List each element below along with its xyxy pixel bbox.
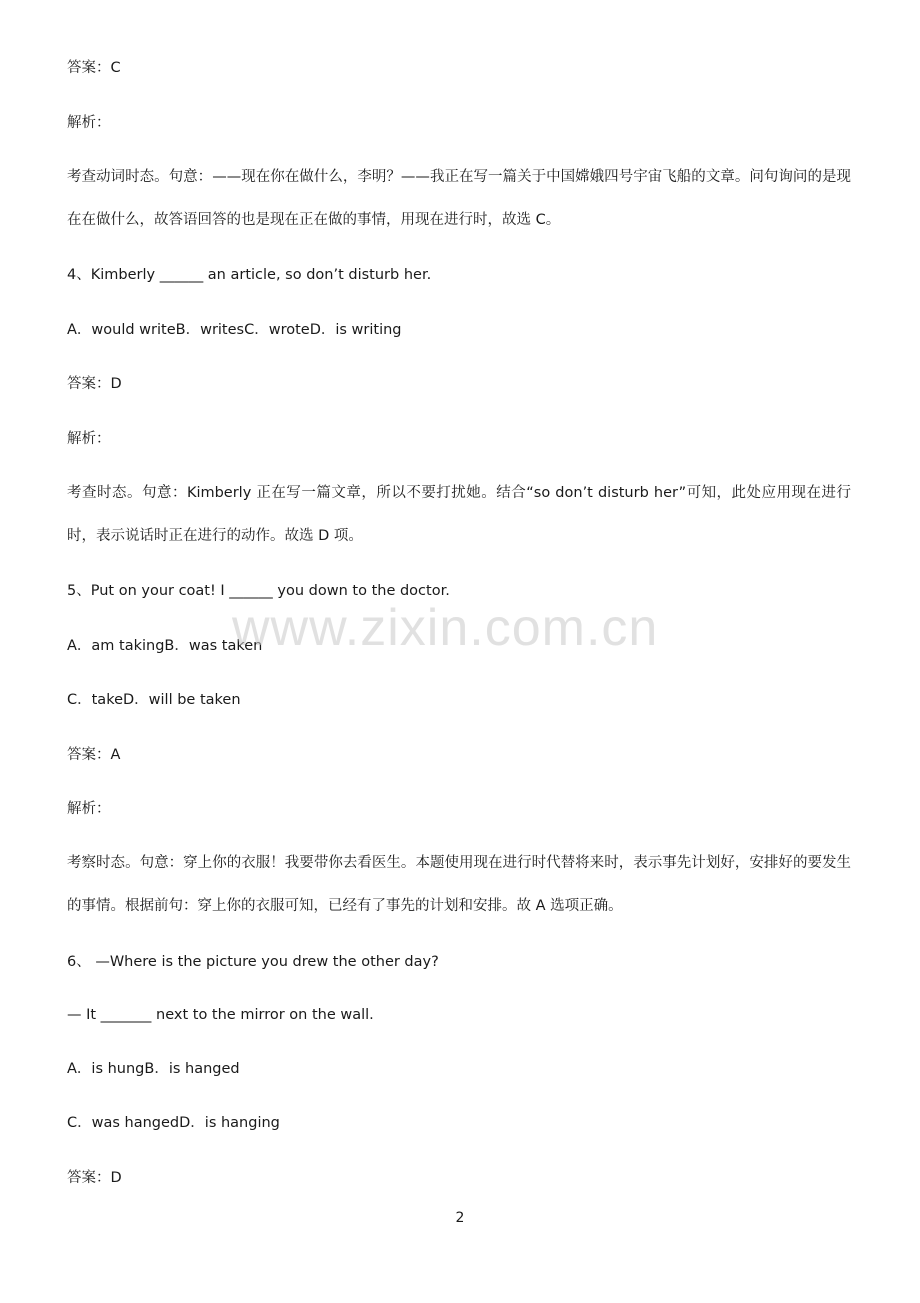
q5-options-row-2: C．takeD．will be taken [67,692,241,708]
q4-analysis-text: 考查时态。句意：Kimberly 正在写一篇文章，所以不要打扰她。结合“so don’t disturb her”可知，此处应用现在进行时，表示说话时正在进行的动作。故选 D 项。 [67,485,851,544]
q5-stem: 5、Put on your coat! I ______ you down to the doctor. [67,583,450,599]
q5-analysis-label: 解析： [67,801,111,817]
q4-answer: 答案：D [67,376,122,392]
q6-options-row-2: C．was hangedD．is hanging [67,1115,280,1131]
q3-analysis-text: 考查动词时态。句意：——现在你在做什么，李明？——我正在写一篇关于中国嫦娥四号宇宙飞船的文章。问句询问的是现在在做什么，故答语回答的也是现在正在做的事情，用现在进行时，故选 C。 [67,169,851,228]
q6-stem-reply: — It _______ next to the mirror on the wall. [67,1007,374,1023]
q5-options-row-1: A．am takingB．was taken [67,638,263,654]
q4-options: A．would writeB．writesC．wroteD．is writing [67,322,402,338]
q6-stem: 6、 —Where is the picture you drew the other day? [67,954,439,970]
q3-answer: 答案：C [67,60,121,76]
q5-analysis-text: 考察时态。句意：穿上你的衣服！我要带你去看医生。本题使用现在进行时代替将来时，表示事先计划好，安排好的要发生的事情。根据前句：穿上你的衣服可知，已经有了事先的计划和安排。故 A 选项正确。 [67,855,851,914]
q4-analysis-label: 解析： [67,431,111,447]
q4-stem: 4、Kimberly ______ an article, so don’t disturb her. [67,267,432,283]
q6-answer: 答案：D [67,1170,122,1186]
page-number: 2 [455,1210,465,1226]
q5-answer: 答案：A [67,747,121,763]
q6-options-row-1: A．is hungB．is hanged [67,1061,240,1077]
watermark: www.zixin.com.cn [232,599,659,657]
q3-analysis-label: 解析： [67,115,111,131]
